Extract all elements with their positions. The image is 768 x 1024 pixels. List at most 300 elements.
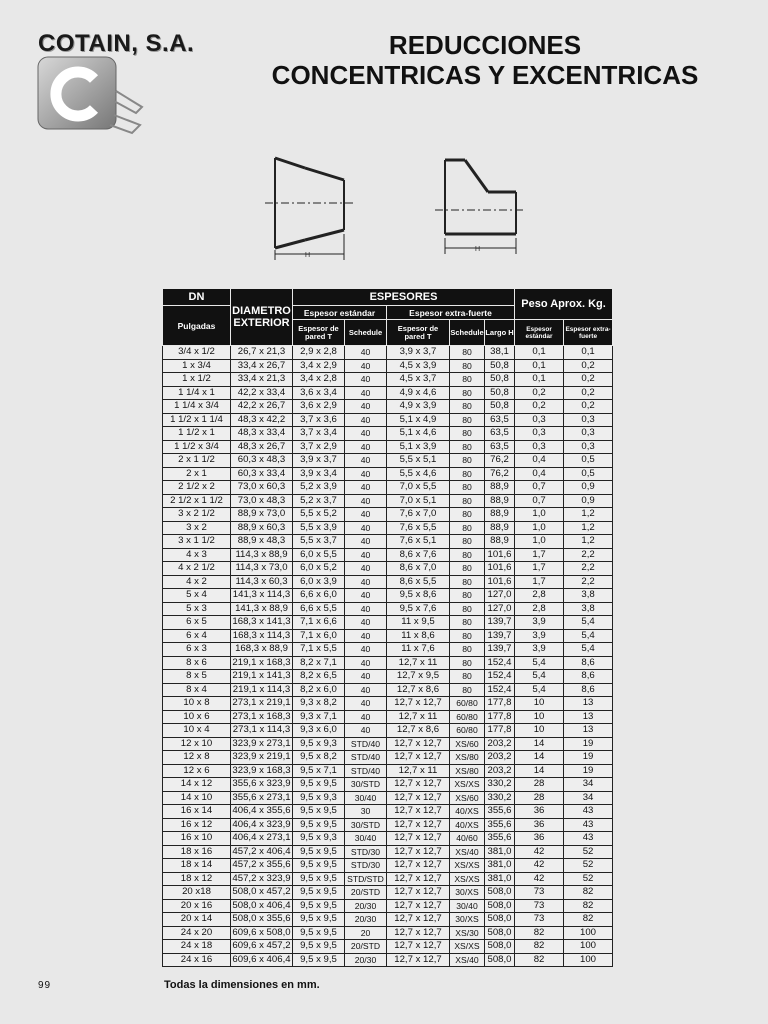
- cell-schedule-xf: 80: [450, 467, 485, 481]
- cell-peso-xf: 82: [564, 913, 613, 927]
- cell-pared-std: 3,4 x 2,8: [293, 373, 345, 387]
- cell-schedule-xf: XS/60: [450, 791, 485, 805]
- cell-schedule-xf: XS/XS: [450, 859, 485, 873]
- cell-pared-std: 9,5 x 9,5: [293, 845, 345, 859]
- cell-dn: 8 x 6: [163, 656, 231, 670]
- cell-largo: 139,7: [485, 616, 515, 630]
- cell-diametro: 33,4 x 26,7: [231, 359, 293, 373]
- cell-largo: 50,8: [485, 386, 515, 400]
- cell-schedule-xf: 80: [450, 386, 485, 400]
- cell-peso-xf: 0,5: [564, 467, 613, 481]
- cell-pared-xf: 3,9 x 3,7: [387, 346, 450, 360]
- cell-pared-std: 7,1 x 6,6: [293, 616, 345, 630]
- cell-peso-xf: 5,4: [564, 643, 613, 657]
- cell-peso-xf: 0,1: [564, 346, 613, 360]
- cell-dn: 5 x 4: [163, 589, 231, 603]
- cell-diametro: 60,3 x 48,3: [231, 454, 293, 468]
- cell-schedule-xf: 30/XS: [450, 913, 485, 927]
- cell-peso-std: 0,4: [515, 467, 564, 481]
- cell-dn: 16 x 10: [163, 832, 231, 846]
- cell-schedule-std: 40: [345, 508, 387, 522]
- cell-largo: 381,0: [485, 859, 515, 873]
- cell-largo: 88,9: [485, 535, 515, 549]
- table-row: [163, 454, 613, 468]
- cell-schedule-xf: XS/40: [450, 845, 485, 859]
- cell-pared-std: 9,5 x 9,5: [293, 872, 345, 886]
- cell-peso-xf: 8,6: [564, 683, 613, 697]
- cell-peso-std: 14: [515, 764, 564, 778]
- cell-pared-xf: 5,1 x 3,9: [387, 440, 450, 454]
- cell-pared-xf: 7,0 x 5,1: [387, 494, 450, 508]
- cell-schedule-std: 40: [345, 683, 387, 697]
- cell-peso-xf: 8,6: [564, 670, 613, 684]
- cell-pared-xf: 12,7 x 12,7: [387, 778, 450, 792]
- cell-peso-std: 28: [515, 778, 564, 792]
- cell-dn: 1 1/4 x 3/4: [163, 400, 231, 414]
- cell-pared-std: 9,3 x 6,0: [293, 724, 345, 738]
- cell-peso-xf: 100: [564, 926, 613, 940]
- cell-pared-xf: 5,1 x 4,6: [387, 427, 450, 441]
- cell-pared-xf: 12,7 x 11: [387, 656, 450, 670]
- cell-dn: 4 x 2 1/2: [163, 562, 231, 576]
- cell-pared-std: 8,2 x 7,1: [293, 656, 345, 670]
- cell-largo: 63,5: [485, 413, 515, 427]
- cell-pared-std: 6,6 x 6,0: [293, 589, 345, 603]
- cell-peso-std: 82: [515, 953, 564, 967]
- cell-peso-xf: 0,2: [564, 359, 613, 373]
- cell-pared-xf: 12,7 x 12,7: [387, 940, 450, 954]
- cell-peso-xf: 13: [564, 710, 613, 724]
- cell-pared-std: 8,2 x 6,5: [293, 670, 345, 684]
- cell-schedule-xf: 80: [450, 535, 485, 549]
- cell-peso-xf: 34: [564, 791, 613, 805]
- cell-peso-std: 73: [515, 899, 564, 913]
- cell-pared-std: 9,5 x 9,5: [293, 859, 345, 873]
- cell-schedule-xf: 80: [450, 629, 485, 643]
- cell-diametro: 73,0 x 48,3: [231, 494, 293, 508]
- table-row: [163, 373, 613, 387]
- table-row: [163, 346, 613, 360]
- cell-diametro: 168,3 x 114,3: [231, 629, 293, 643]
- cell-schedule-xf: 60/80: [450, 697, 485, 711]
- cell-schedule-xf: 60/80: [450, 710, 485, 724]
- cell-peso-xf: 2,2: [564, 575, 613, 589]
- cell-dn: 2 x 1: [163, 467, 231, 481]
- cell-schedule-xf: XS/60: [450, 737, 485, 751]
- cell-dn: 8 x 4: [163, 683, 231, 697]
- cell-schedule-xf: 80: [450, 400, 485, 414]
- table-row: [163, 359, 613, 373]
- cell-pared-xf: 12,7 x 12,7: [387, 832, 450, 846]
- cell-peso-xf: 100: [564, 940, 613, 954]
- cell-schedule-xf: XS/80: [450, 751, 485, 765]
- cell-pared-std: 9,5 x 9,5: [293, 926, 345, 940]
- cell-pared-std: 6,6 x 5,5: [293, 602, 345, 616]
- cell-pared-xf: 11 x 7,6: [387, 643, 450, 657]
- cell-peso-xf: 0,9: [564, 494, 613, 508]
- cell-pared-xf: 8,6 x 7,6: [387, 548, 450, 562]
- col-pulgadas: Pulgadas: [163, 306, 231, 346]
- table-row: [163, 413, 613, 427]
- cell-diametro: 33,4 x 21,3: [231, 373, 293, 387]
- cell-largo: 508,0: [485, 899, 515, 913]
- table-row: [163, 926, 613, 940]
- cell-dn: 10 x 8: [163, 697, 231, 711]
- table-row: [163, 548, 613, 562]
- cell-largo: 355,6: [485, 832, 515, 846]
- cell-peso-xf: 1,2: [564, 508, 613, 522]
- cell-peso-std: 0,3: [515, 413, 564, 427]
- cell-largo: 203,2: [485, 751, 515, 765]
- cell-peso-xf: 2,2: [564, 562, 613, 576]
- cell-diametro: 48,3 x 33,4: [231, 427, 293, 441]
- cell-pared-std: 3,7 x 2,9: [293, 440, 345, 454]
- cell-dn: 2 1/2 x 2: [163, 481, 231, 495]
- cell-schedule-xf: 80: [450, 494, 485, 508]
- cell-largo: 177,8: [485, 724, 515, 738]
- table-row: [163, 737, 613, 751]
- table-row: [163, 670, 613, 684]
- table-row: [163, 818, 613, 832]
- cell-peso-std: 3,9: [515, 643, 564, 657]
- cell-schedule-std: STD/30: [345, 845, 387, 859]
- table-row: [163, 899, 613, 913]
- cell-diametro: 141,3 x 88,9: [231, 602, 293, 616]
- table-row: [163, 940, 613, 954]
- cell-schedule-xf: 80: [450, 413, 485, 427]
- cell-schedule-xf: 30/XS: [450, 886, 485, 900]
- table-row: [163, 508, 613, 522]
- col-largo: Largo H: [485, 320, 515, 346]
- cell-largo: 330,2: [485, 791, 515, 805]
- cell-schedule-xf: 40/XS: [450, 818, 485, 832]
- table-row: [163, 386, 613, 400]
- cell-peso-xf: 0,5: [564, 454, 613, 468]
- cell-peso-std: 14: [515, 751, 564, 765]
- cell-dn: 5 x 3: [163, 602, 231, 616]
- cell-pared-xf: 12,7 x 8,6: [387, 683, 450, 697]
- cell-diametro: 508,0 x 406,4: [232, 899, 291, 911]
- cell-pared-std: 3,4 x 2,9: [293, 359, 345, 373]
- table-row: [163, 427, 613, 441]
- cell-schedule-std: 30: [345, 805, 387, 819]
- cell-schedule-std: 40: [345, 494, 387, 508]
- cell-peso-std: 0,1: [515, 359, 564, 373]
- cell-schedule-std: 40: [345, 670, 387, 684]
- cell-diametro: 219,1 x 168,3: [232, 656, 291, 668]
- col-diametro: DIAMETRO EXTERIOR: [231, 289, 293, 346]
- table-row: [163, 913, 613, 927]
- cell-schedule-xf: 80: [450, 346, 485, 360]
- cell-peso-std: 0,2: [515, 400, 564, 414]
- cell-pared-xf: 8,6 x 5,5: [387, 575, 450, 589]
- cell-schedule-xf: XS/80: [450, 764, 485, 778]
- cell-largo: 101,6: [485, 548, 515, 562]
- cell-pared-std: 3,7 x 3,4: [293, 427, 345, 441]
- cell-pared-std: 9,5 x 9,3: [293, 791, 345, 805]
- cell-diametro: 609,6 x 508,0: [232, 926, 291, 938]
- cell-pared-std: 5,5 x 3,7: [293, 535, 345, 549]
- cell-dn: 1 x 3/4: [163, 359, 231, 373]
- cell-peso-xf: 100: [564, 953, 613, 967]
- table-row: [163, 697, 613, 711]
- cell-peso-xf: 19: [564, 764, 613, 778]
- cell-largo: 127,0: [485, 589, 515, 603]
- cell-pared-std: 8,2 x 6,0: [293, 683, 345, 697]
- cell-peso-std: 28: [515, 791, 564, 805]
- table-row: [163, 629, 613, 643]
- cell-dn: 18 x 16: [163, 845, 231, 859]
- cell-dn: 12 x 6: [163, 764, 231, 778]
- cell-dn: 16 x 14: [163, 805, 231, 819]
- cell-dn: 10 x 6: [163, 710, 231, 724]
- cell-schedule-xf: XS/40: [450, 953, 485, 967]
- cell-peso-std: 0,1: [515, 373, 564, 387]
- cell-diametro: 114,3 x 60,3: [231, 575, 293, 589]
- cell-largo: 177,8: [485, 710, 515, 724]
- svg-text:H: H: [475, 246, 481, 253]
- col-espesor-std: Espesor estándar: [293, 306, 387, 320]
- cell-largo: 139,7: [485, 629, 515, 643]
- cell-dn: 10 x 4: [163, 724, 231, 738]
- cell-peso-std: 0,3: [515, 427, 564, 441]
- cell-diametro: 355,6 x 323,9: [232, 778, 291, 790]
- cell-peso-std: 1,0: [515, 535, 564, 549]
- cell-peso-xf: 52: [564, 845, 613, 859]
- cell-schedule-xf: 60/80: [450, 724, 485, 738]
- cell-dn: 18 x 14: [163, 859, 231, 873]
- cell-pared-xf: 4,9 x 3,9: [387, 400, 450, 414]
- table-row: [163, 724, 613, 738]
- cell-peso-std: 5,4: [515, 670, 564, 684]
- cell-largo: 76,2: [485, 467, 515, 481]
- cell-schedule-std: 40: [345, 697, 387, 711]
- cell-largo: 355,6: [485, 818, 515, 832]
- title-line-1: REDUCCIONES: [388, 30, 582, 60]
- col-peso-std: Espesor estándar: [515, 320, 564, 346]
- cell-schedule-xf: 80: [450, 656, 485, 670]
- cell-pared-xf: 12,7 x 12,7: [387, 697, 450, 711]
- cell-peso-std: 0,7: [515, 481, 564, 495]
- cell-peso-xf: 5,4: [564, 629, 613, 643]
- cell-peso-std: 0,4: [515, 454, 564, 468]
- cell-largo: 203,2: [485, 764, 515, 778]
- cell-largo: 508,0: [485, 886, 515, 900]
- cell-peso-std: 73: [515, 886, 564, 900]
- cell-diametro: 48,3 x 26,7: [231, 440, 293, 454]
- cell-dn: 14 x 12: [163, 778, 231, 792]
- cell-peso-xf: 0,2: [564, 373, 613, 387]
- cell-pared-xf: 12,7 x 9,5: [387, 670, 450, 684]
- cell-peso-std: 82: [515, 926, 564, 940]
- cell-schedule-std: 40: [345, 346, 387, 360]
- cell-largo: 203,2: [485, 737, 515, 751]
- cell-diametro: 88,9 x 48,3: [231, 535, 293, 549]
- cell-dn: 18 x 12: [163, 872, 231, 886]
- cell-diametro: 219,1 x 114,3: [231, 683, 293, 697]
- cell-pared-std: 5,5 x 3,9: [293, 521, 345, 535]
- cell-dn: 12 x 8: [163, 751, 231, 765]
- cell-diametro: 141,3 x 114,3: [231, 589, 293, 603]
- cell-schedule-std: 30/STD: [345, 778, 387, 792]
- cell-largo: 88,9: [485, 494, 515, 508]
- cell-largo: 88,9: [485, 508, 515, 522]
- cell-peso-std: 0,2: [515, 386, 564, 400]
- cell-schedule-std: 40: [345, 386, 387, 400]
- cell-schedule-std: 20/30: [345, 953, 387, 967]
- cell-schedule-std: 30/STD: [345, 818, 387, 832]
- cell-schedule-xf: 80: [450, 454, 485, 468]
- cell-peso-std: 42: [515, 872, 564, 886]
- cell-diametro: 457,2 x 406,4: [232, 845, 291, 857]
- cell-pared-std: 2,9 x 2,8: [293, 346, 345, 360]
- cell-peso-xf: 43: [564, 818, 613, 832]
- cell-schedule-xf: 80: [450, 521, 485, 535]
- cell-schedule-xf: 80: [450, 440, 485, 454]
- table-row: [163, 521, 613, 535]
- cell-largo: 152,4: [485, 670, 515, 684]
- cell-pared-std: 6,0 x 3,9: [293, 575, 345, 589]
- cell-schedule-xf: 80: [450, 643, 485, 657]
- table-row: [163, 535, 613, 549]
- cell-diametro: 273,1 x 114,3: [231, 724, 293, 738]
- cell-peso-std: 5,4: [515, 683, 564, 697]
- cell-dn: 3 x 1 1/2: [163, 535, 231, 549]
- cell-pared-xf: 12,7 x 12,7: [387, 791, 450, 805]
- table-row: [163, 616, 613, 630]
- cell-diametro: 609,6 x 457,2: [232, 940, 291, 952]
- cell-pared-xf: 12,7 x 11: [387, 764, 450, 778]
- cell-pared-std: 5,2 x 3,7: [293, 494, 345, 508]
- cell-schedule-xf: 40/XS: [450, 805, 485, 819]
- cell-peso-xf: 1,2: [564, 535, 613, 549]
- cell-dn: 4 x 3: [163, 548, 231, 562]
- cell-dn: 3/4 x 1/2: [163, 346, 231, 360]
- cell-peso-std: 1,7: [515, 548, 564, 562]
- cell-dn: 1 1/4 x 1: [163, 386, 231, 400]
- cell-pared-std: 9,5 x 9,3: [293, 737, 345, 751]
- cell-schedule-std: 40: [345, 481, 387, 495]
- cell-schedule-std: 40: [345, 629, 387, 643]
- table-row: [163, 643, 613, 657]
- cell-dn: 24 x 18: [163, 940, 231, 954]
- cell-dn: 1 1/2 x 1: [163, 427, 231, 441]
- cell-diametro: 508,0 x 355,6: [232, 913, 291, 925]
- title-line-2: CONCENTRICAS Y EXCENTRICAS: [271, 60, 699, 90]
- cell-dn: 6 x 3: [163, 643, 231, 657]
- table-row: [163, 481, 613, 495]
- cell-diametro: 508,0 x 457,2: [232, 886, 291, 898]
- cell-pared-std: 9,5 x 9,5: [293, 886, 345, 900]
- cell-diametro: 323,9 x 168,3: [232, 764, 291, 776]
- cell-peso-std: 10: [515, 697, 564, 711]
- cell-pared-std: 5,5 x 5,2: [293, 508, 345, 522]
- table-row: [163, 589, 613, 603]
- cell-pared-std: 9,5 x 9,5: [293, 940, 345, 954]
- cell-peso-std: 42: [515, 859, 564, 873]
- cell-peso-xf: 0,9: [564, 481, 613, 495]
- col-espesores: ESPESORES: [293, 289, 515, 306]
- cell-largo: 508,0: [485, 940, 515, 954]
- col-pared-xf: Espesor de pared T: [387, 320, 450, 346]
- cell-peso-xf: 19: [564, 751, 613, 765]
- cell-schedule-std: 40: [345, 710, 387, 724]
- table-row: [163, 886, 613, 900]
- cell-largo: 152,4: [485, 683, 515, 697]
- cell-schedule-std: STD/40: [345, 751, 387, 765]
- table-row: [163, 656, 613, 670]
- cell-largo: 330,2: [485, 778, 515, 792]
- cell-schedule-std: STD/40: [345, 764, 387, 778]
- cell-diametro: 406,4 x 273,1: [232, 832, 291, 844]
- cell-pared-std: 7,1 x 6,0: [293, 629, 345, 643]
- col-schedule-xf: Schedule: [450, 320, 485, 346]
- cell-pared-xf: 11 x 8,6: [387, 629, 450, 643]
- cell-pared-xf: 7,0 x 5,5: [387, 481, 450, 495]
- cell-schedule-xf: 80: [450, 359, 485, 373]
- company-logo: [36, 55, 146, 145]
- cell-dn: 3 x 2: [163, 521, 231, 535]
- cell-pared-std: 9,5 x 9,5: [293, 913, 345, 927]
- cell-peso-std: 2,8: [515, 602, 564, 616]
- cell-schedule-xf: 40/60: [450, 832, 485, 846]
- cell-pared-xf: 4,5 x 3,7: [387, 373, 450, 387]
- col-dn: DN: [163, 289, 231, 306]
- page-title: [230, 30, 740, 90]
- cell-largo: 355,6: [485, 805, 515, 819]
- table-row: [163, 872, 613, 886]
- cell-schedule-std: 40: [345, 454, 387, 468]
- cell-diametro: 219,1 x 141,3: [232, 670, 291, 682]
- cell-pared-xf: 12,7 x 12,7: [387, 886, 450, 900]
- cell-schedule-xf: 80: [450, 481, 485, 495]
- cell-dn: 2 1/2 x 1 1/2: [163, 494, 231, 508]
- cell-largo: 76,2: [485, 454, 515, 468]
- cell-schedule-xf: XS/30: [450, 926, 485, 940]
- cell-schedule-std: 30/40: [345, 791, 387, 805]
- cell-schedule-std: 40: [345, 400, 387, 414]
- cell-schedule-std: 40: [345, 548, 387, 562]
- cell-pared-std: 9,3 x 8,2: [293, 697, 345, 711]
- cell-dn: 24 x 20: [163, 926, 231, 940]
- cell-peso-std: 1,0: [515, 508, 564, 522]
- cell-peso-std: 0,1: [515, 346, 564, 360]
- cell-peso-std: 1,7: [515, 575, 564, 589]
- cell-schedule-std: 40: [345, 643, 387, 657]
- cell-schedule-std: 40: [345, 656, 387, 670]
- cell-diametro: 60,3 x 33,4: [231, 467, 293, 481]
- cell-diametro: 168,3 x 88,9: [231, 643, 293, 657]
- cell-peso-std: 14: [515, 737, 564, 751]
- cell-pared-std: 9,5 x 9,3: [293, 832, 345, 846]
- cell-dn: 14 x 10: [163, 791, 231, 805]
- cell-peso-std: 10: [515, 710, 564, 724]
- cell-peso-xf: 2,2: [564, 548, 613, 562]
- cell-pared-std: 9,5 x 9,5: [293, 778, 345, 792]
- cell-schedule-std: 20/STD: [345, 940, 387, 954]
- cell-largo: 139,7: [485, 643, 515, 657]
- cell-pared-xf: 12,7 x 12,7: [387, 751, 450, 765]
- cell-peso-std: 2,8: [515, 589, 564, 603]
- cell-largo: 50,8: [485, 400, 515, 414]
- cell-pared-xf: 12,7 x 11: [387, 710, 450, 724]
- cell-schedule-std: 20/30: [345, 899, 387, 913]
- table-row: [163, 953, 613, 967]
- table-row: [163, 710, 613, 724]
- cell-pared-xf: 12,7 x 12,7: [387, 926, 450, 940]
- cell-pared-xf: 5,1 x 4,9: [387, 413, 450, 427]
- cell-schedule-std: 40: [345, 467, 387, 481]
